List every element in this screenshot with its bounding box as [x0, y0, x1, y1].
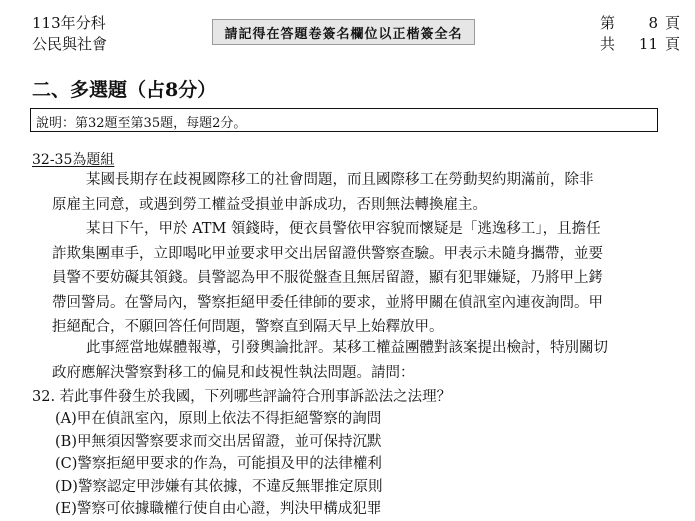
passage-paragraph-2 [52, 217, 656, 340]
exam-subject-block [32, 13, 107, 55]
option-a: (A)甲在偵訊室內，原則上依法不得拒絕警察的詢問 [55, 411, 382, 427]
passage-line: 員警不要妨礙其領錢。員警認為甲不服從盤查且無居留證，顯有犯罪嫌疑，乃將甲上銬 [52, 270, 603, 286]
total-label: 共 [600, 35, 616, 53]
page-number: 8 [648, 14, 658, 32]
passage-line: 詐欺集團車手，立即喝叱甲並要求甲交出居留證供警察查驗。甲表示未隨身攜帶，並要 [52, 245, 603, 262]
question-stem: 32. 若此事件發生於我國，下列哪些評論符合刑事訴訟法之法理？ [32, 389, 452, 405]
option-d: (D)警察認定甲涉嫌有其依據，不違反無罪推定原則 [55, 478, 383, 495]
question-group-title: 32-35為題組 [32, 152, 115, 168]
passage-paragraph-3 [52, 336, 656, 385]
page-unit: 頁 [665, 14, 681, 32]
answer-options [55, 408, 382, 521]
total-unit: 頁 [665, 35, 681, 53]
passage-line: 此事經當地媒體報導，引發輿論批評。某移工權益團體對該案提出檢討，特別關切 [86, 340, 608, 356]
passage-line: 某日下午，甲於 ATM 領錢時，便衣員警依甲容貌而懷疑是「逃逸移工」，且擔任 [86, 221, 601, 237]
passage-line: 原雇主同意，或遇到勞工權益受損並申訴成功，否則無法轉換雇主。 [52, 196, 487, 213]
exam-subject-name: 公民與社會 [32, 35, 108, 53]
page-label: 第 [600, 14, 616, 32]
section-description: 說明：第32題至第35題，每題2分。 [30, 108, 658, 132]
page-indicator [600, 13, 680, 55]
option-b: (B)甲無須因警察要求而交出居留證，並可保持沉默 [55, 433, 382, 450]
exam-year-subject: 113年分科 [32, 14, 106, 32]
option-c: (C)警察拒絕甲要求的作為，可能損及甲的法律權利 [55, 456, 382, 473]
signature-notice: 請記得在答題卷簽名欄位以正楷簽全名 [212, 19, 475, 45]
passage-line: 拒絕配合，不願回答任何問題，警察直到隔天早上始釋放甲。 [52, 319, 444, 335]
passage-line: 政府應解決警察對移工的偏見和歧視性執法問題。請問： [52, 364, 415, 381]
total-pages: 11 [638, 35, 658, 53]
passage-paragraph-1 [52, 168, 656, 217]
section-title: 二、多選題（占8分） [32, 79, 217, 101]
option-e: (E)警察可依據職權行使自由心證，判決甲構成犯罪 [55, 501, 382, 518]
passage-line: 某國長期存在歧視國際移工的社會問題，而且國際移工在勞動契約期滿前，除非 [86, 172, 594, 188]
passage-line: 帶回警局。在警局內，警察拒絕甲委任律師的要求，並將甲關在偵訊室內連夜詢問。甲 [52, 294, 603, 311]
